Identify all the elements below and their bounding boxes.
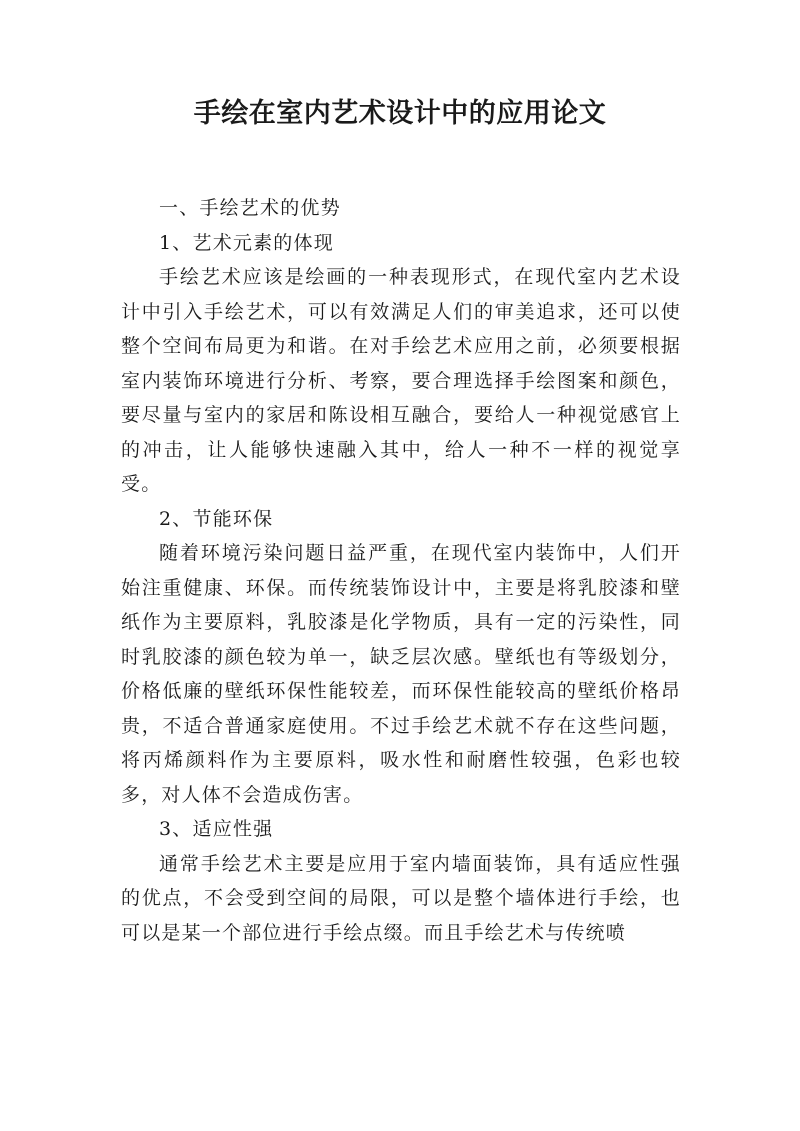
subsection-heading: 1、艺术元素的体现 [159, 231, 334, 254]
subsection-heading: 3、适应性强 [159, 818, 274, 840]
subsection-heading: 2、节能环保 [159, 507, 274, 530]
paragraph: 手绘艺术应该是绘画的一种表现形式，在现代室内艺术设计中引入手绘艺术，可以有效满足人们的审美追求，还可以使整个空间布局更为和谐。在对手绘艺术应用之前，必须要根据室内装饰环境进行分析、考察，要合理选择手绘图案和颜色，要尽量与室内的家居和陈设相互融合，要给人一种视觉感官上的冲击，让人能够快速融入其中，给人一种不一样的视觉享受。 [121, 266, 681, 495]
document-title: 手绘在室内艺术设计中的应用论文 [193, 98, 607, 129]
paragraph: 随着环境污染问题日益严重，在现代室内装饰中，人们开始注重健康、环保。而传统装饰设计中，主要是将乳胶漆和壁纸作为主要原料，乳胶漆是化学物质，具有一定的污染性，同时乳胶漆的颜色较为单一，缺乏层次感。壁纸也有等级划分，价格低廉的壁纸环保性能较差，而环保性能较高的壁纸价格昂贵，不适合普通家庭使用。不过手绘艺术就不存在这些问题，将丙烯颜料作为主要原料，吸水性和耐磨性较强，色彩也较多，对人体不会造成伤害。 [121, 542, 681, 806]
section-heading: 一、手绘艺术的优势 [159, 197, 341, 219]
document-body [121, 191, 681, 950]
paragraph: 通常手绘艺术主要是应用于室内墙面装饰，具有适应性强的优点，不会受到空间的局限，可以是整个墙体进行手绘，也可以是某一个部位进行手绘点缀。而且手绘艺术与传统喷 [121, 852, 681, 944]
